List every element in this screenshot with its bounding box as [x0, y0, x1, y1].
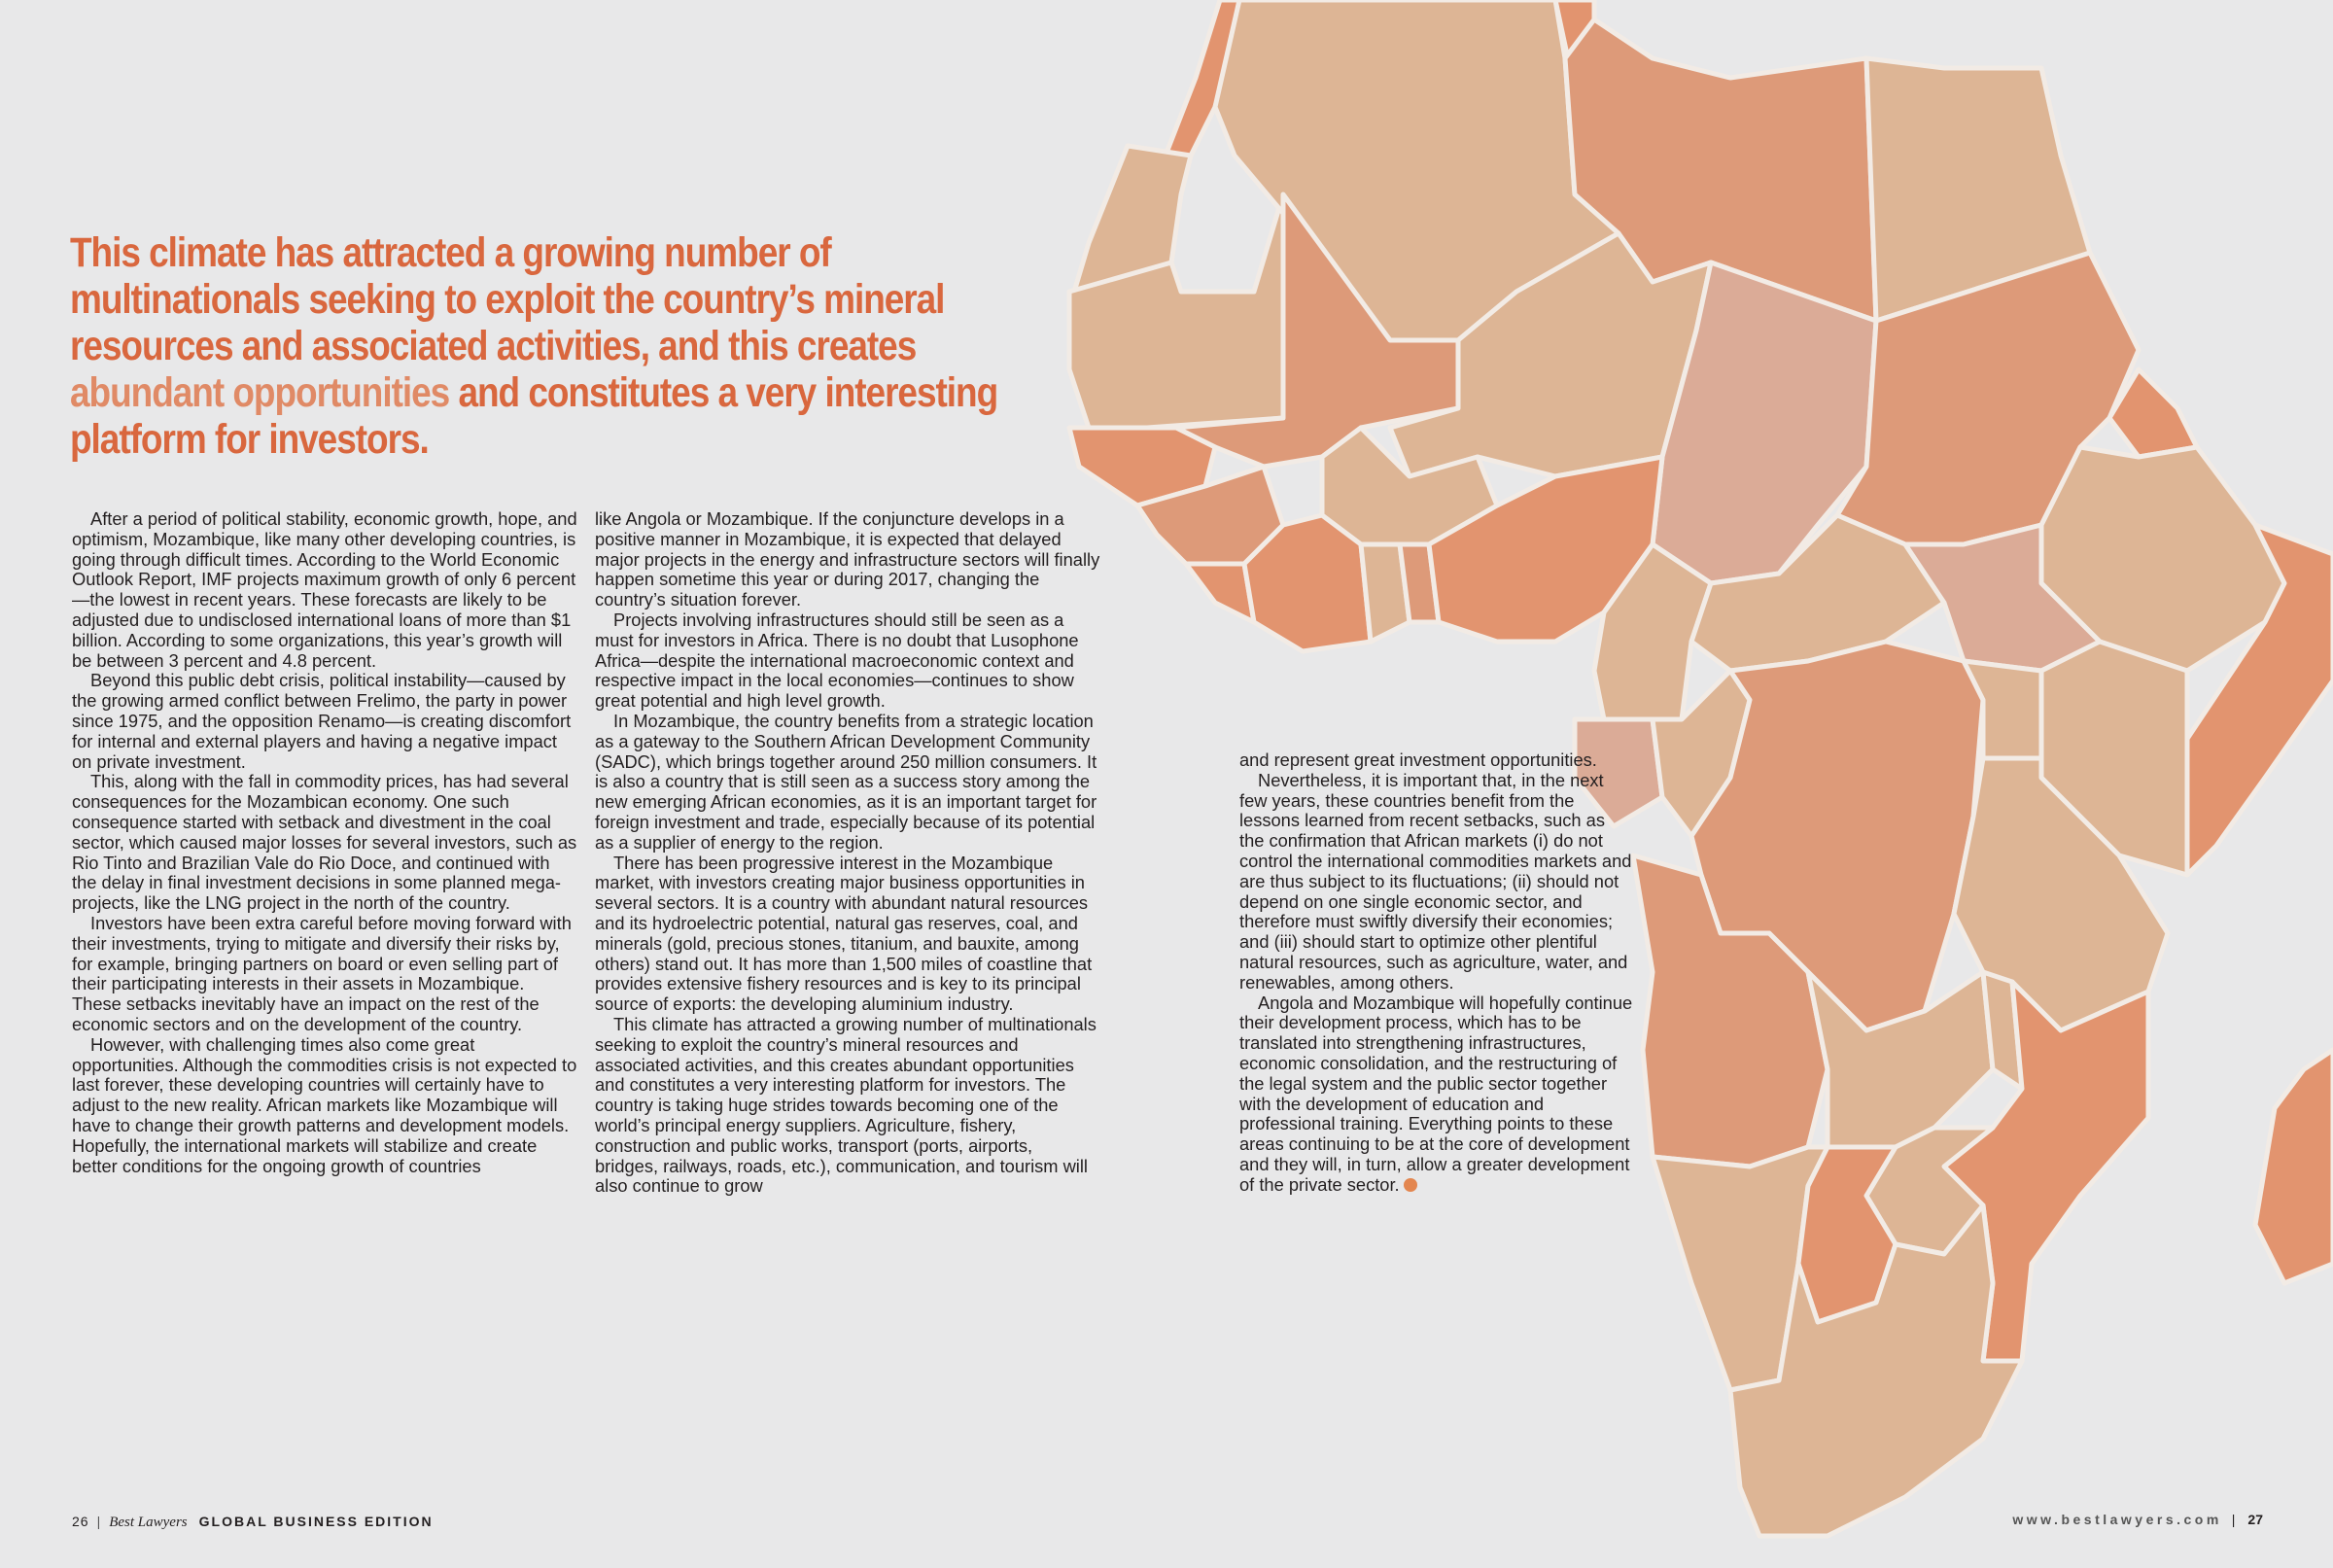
paragraph: There has been progressive interest in the Mozambique market, with investors creating major business opportunities in several sectors. It is a country with abundant natural resources and its hydroelectric potential, natural gas reserves, coal, and minerals (gold, precious stones, titanium, and bauxite, among others) stand out. It has more than 1,500 miles of coastline that provides extensive fishery resources and is key to its principal source of exports: the developing aluminium industry.	[595, 852, 1093, 1015]
paragraph: After a period of political stability, economic growth, hope, and optimism, Mozambique, like many other developing countries, is going through difficult times. According to the World Economic Outlook Report, IMF projects maximum growth of only 6 percent—the lowest in recent years. These forecasts are likely to be adjusted due to undisclosed international loans of more than $1 billion. According to some organizations, this year’s growth will be between 3 percent and 4.8 percent.	[72, 508, 577, 671]
article-column-3	[1239, 750, 1633, 1196]
footer-separator: |	[2231, 1512, 2239, 1527]
footer-left	[72, 1514, 434, 1531]
paragraph: like Angola or Mozambique. If the conjuncture develops in a positive manner in Mozambique, it is expected that delayed major projects in the energy and infrastructure sectors will finally happen sometime this year or during 2017, changing the country’s situation forever.	[595, 508, 1100, 610]
paragraph: Investors have been extra careful before moving forward with their investments, trying to mitigate and diversify their risks by, for example, bringing partners on board or even selling part of their participating interests in their assets in Mozambique. These setbacks inevitably have an impact on the rest of the economic sectors and on the development of the country.	[72, 912, 572, 1034]
article-column-2	[595, 509, 1100, 1197]
website-url: www.bestlawyers.com	[2012, 1512, 2222, 1527]
paragraph: In Mozambique, the country benefits from a strategic location as a gateway to the Southern African Development Community (SADC), which brings together around 250 million consumers. It is also a country that is still seen as a success story among the new emerging African economies, as it is an important target for foreign investment and trade, especially because of its potential as a supplier of energy to the region.	[595, 710, 1097, 853]
paragraph: This climate has attracted a growing number of multinationals seeking to exploit the country’s mineral resources and associated activities, and this creates abundant opportunities and constitutes a very interesting platform for investors. The country is taking huge strides towards becoming one of the world’s principal energy suppliers. Agriculture, fishery, construction and public works, transport (ports, airports, bridges, railways, roads, etc.), communication, and tourism will also continue to grow	[595, 1013, 1097, 1197]
pull-quote-highlight: abundant opportunities	[70, 369, 450, 416]
page-number-left: 26	[72, 1514, 89, 1529]
footer-separator: |	[96, 1514, 102, 1529]
page-number-right: 27	[2247, 1512, 2263, 1527]
pull-quote	[70, 229, 1053, 463]
brand-logo: Best Lawyers	[109, 1515, 188, 1530]
paragraph: This, along with the fall in commodity prices, has had several consequences for the Mozambican economy. One such consequence started with setback and divestment in the coal sector, which caused major losses for several investors, such as Rio Tinto and Brazilian Vale do Rio Doce, and continued with the delay in final investment decisions in some planned mega-projects, like the LNG project in the north of the country.	[72, 771, 577, 914]
paragraph: Projects involving infrastructures should still be seen as a must for investors in Africa. There is no doubt that Lusophone Africa—despite the international macroeconomic context and respective impact in the local economies—continues to show great potential and high level growth.	[595, 609, 1079, 712]
pull-quote-text-end: and constitutes a very interesting platform for investors.	[70, 369, 998, 463]
article-column-1	[72, 509, 577, 1176]
end-mark-icon	[1404, 1178, 1417, 1192]
footer-right	[2012, 1512, 2263, 1527]
map-region-madagascar	[2255, 1050, 2333, 1283]
pull-quote-text: This climate has attracted a growing number of multinationals seeking to exploit the country’s mineral resources and associated activities, and this creates	[70, 229, 945, 369]
paragraph: Nevertheless, it is important that, in the next few years, these countries benefit from the lessons learned from recent setbacks, such as the confirmation that African markets (i) do not control the international commodities markets and are thus subject to its fluctuations; (ii) should not depend on one single economic sector, and therefore must swiftly diversify their economies; and (iii) should start to optimize other plentiful natural resources, such as agriculture, water, and renewables, among others.	[1239, 769, 1632, 993]
paragraph-last	[1239, 993, 1633, 1196]
edition-label: GLOBAL BUSINESS EDITION	[198, 1514, 434, 1529]
paragraph: However, with challenging times also come great opportunities. Although the commodities crisis is not expected to last forever, these developing countries will certainly have to adjust to the new reality. African markets like Mozambique will have to change their growth patterns and development models. Hopefully, the international markets will stabilize and create better conditions for the ongoing growth of countries	[72, 1033, 577, 1176]
paragraph-text: Angola and Mozambique will hopefully continue their development process, which has to be translated into strengthening infrastructures, economic consolidation, and the restructuring of the legal system and the public sector together with the development of education and professional training. Everything points to these areas continuing to be at the core of development and they will, in turn, allow a greater development of the private sector.	[1239, 992, 1633, 1195]
paragraph: Beyond this public debt crisis, political instability—caused by the growing armed conflict between Frelimo, the party in power since 1975, and the opposition Renamo—is creating discomfort for internal and external players and having a negative impact on private investment.	[72, 670, 572, 772]
paragraph: and represent great investment opportunities.	[1239, 749, 1597, 770]
